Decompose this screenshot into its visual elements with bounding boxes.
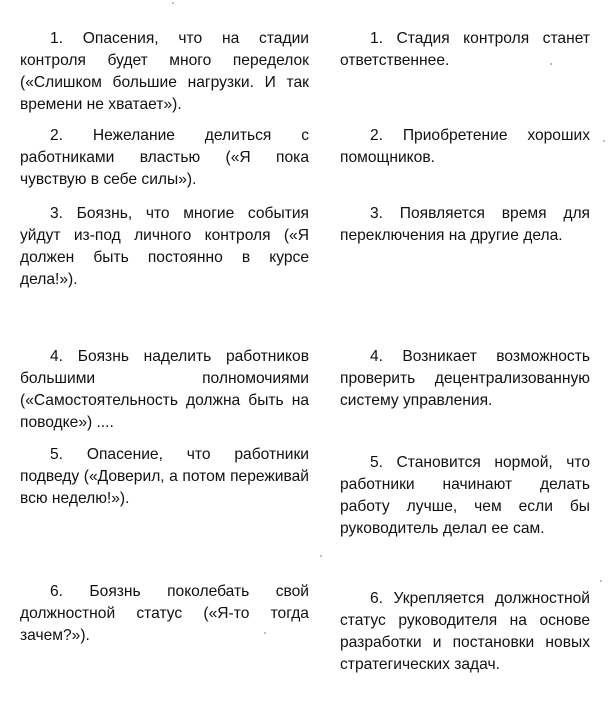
left-item-1: 1. Опасения, что на стадии контроля будет много переделок («Слишком большие нагрузки. И так времени не хватает»). bbox=[20, 30, 309, 113]
scan-speck bbox=[172, 2, 174, 4]
right-item-2: 2. Приобретение хороших помощников. bbox=[340, 127, 590, 166]
left-item-5: 5. Опасение, что работники подведу («Доверил, а потом переживай всю неделю!»). bbox=[20, 446, 309, 507]
right-item-6: 6. Укрепляется должностной статус руководителя на основе разработки и постановки новых стратегических задач. bbox=[340, 590, 590, 673]
left-item-4: 4. Боязнь наделить работников большими полномочиями («Самостоятельность должна быть на поводке») .... bbox=[20, 348, 309, 431]
scan-speck bbox=[550, 63, 552, 65]
right-item-1: 1. Стадия контроля станет ответственнее. bbox=[340, 30, 590, 69]
scan-speck bbox=[603, 140, 605, 142]
right-item-4: 4. Возникает возможность проверить децентрализованную систему управления. bbox=[340, 348, 590, 409]
scan-speck bbox=[264, 632, 266, 634]
right-item-5: 5. Становится нормой, что работники начинают делать работу лучше, чем если бы руководитель делал ее сам. bbox=[340, 454, 590, 537]
right-item-3: 3. Появляется время для переключения на другие дела. bbox=[340, 205, 590, 244]
left-item-2: 2. Нежелание делиться с работниками властью («Я пока чувствую в себе силы»). bbox=[20, 127, 309, 188]
left-item-3: 3. Боязнь, что многие события уйдут из-под личного контроля («Я должен быть постоянно в курсе дела!»). bbox=[20, 205, 309, 288]
left-item-6: 6. Боязнь поколебать свой должностной статус («Я-то тогда зачем?»). bbox=[20, 583, 309, 644]
scan-speck bbox=[320, 555, 322, 557]
scan-speck bbox=[600, 580, 602, 582]
